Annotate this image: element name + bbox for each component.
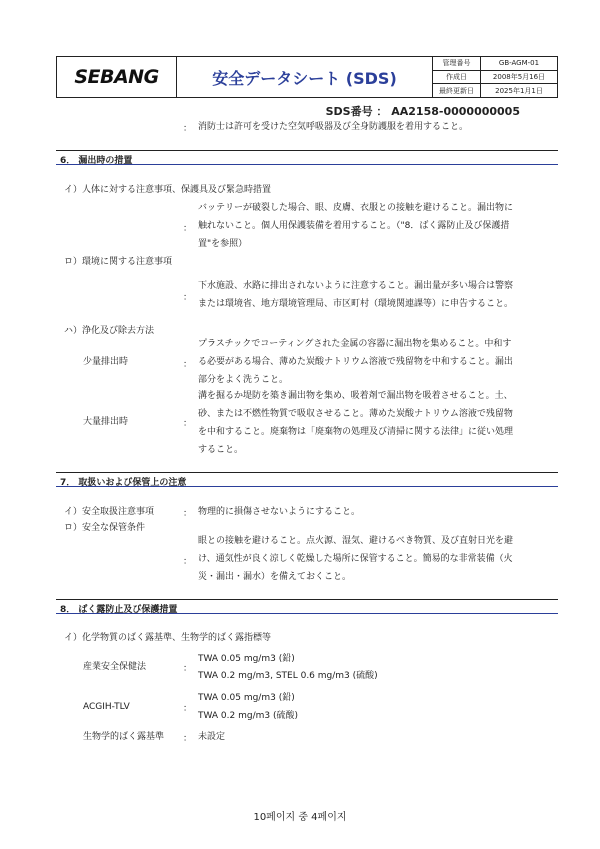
s8-row-value: 未設定	[198, 732, 226, 742]
s6-large-line: すること。	[198, 445, 244, 455]
meta-key: 管理番号	[433, 57, 481, 70]
s6-b-line: または環境省、地方環境管理局、市区町村（環境関連課等）に申告すること。	[198, 299, 514, 309]
meta-value: 2025年1月1日	[495, 86, 543, 95]
meta-row	[433, 71, 557, 85]
s6-a-line: 触れないこと。個人用保護装備を着用すること。（"8．ばく露防止及び保護措	[198, 221, 510, 231]
colon: ：	[183, 419, 193, 429]
colon: ：	[183, 704, 193, 714]
s6-large-line: 溝を掘るか堤防を築き漏出物を集め、吸着剤で漏出物を吸着させること。土、	[198, 391, 513, 401]
colon: ：	[183, 224, 193, 234]
s8-row-value: TWA 0.05 mg/m3 (鉛)	[198, 693, 295, 703]
meta-value: GB-AGM-01	[498, 59, 540, 68]
intro-line: 消防士は許可を受けた空気呼吸器及び全身防護服を着用すること。	[198, 122, 469, 132]
s8-row-label: 産業安全保健法	[83, 662, 147, 672]
colon: ：	[183, 509, 193, 519]
s7-a-label: イ）安全取扱注意事項	[64, 507, 155, 517]
s6-a-label: イ）人体に対する注意事項、保護具及び緊急時措置	[64, 185, 272, 195]
s6-a-line: バッテリーが破裂した場合、眼、皮膚、衣服との接触を避けること。漏出物に	[198, 203, 514, 213]
s6-b-line: 下水施設、水路に排出されないように注意すること。漏出量が多い場合は警察	[198, 281, 514, 291]
s8-row-value: TWA 0.2 mg/m3, STEL 0.6 mg/m3 (硫酸)	[198, 671, 378, 681]
section-6-header: 6． 漏出時の措置	[56, 150, 558, 165]
s6-small-label: 少量排出時	[83, 357, 129, 367]
meta-value: 2008年5月16日	[492, 73, 546, 81]
section-8-header: 8． ばく露防止及び保護措置	[56, 599, 558, 614]
s6-c-label: ハ）浄化及び除去方法	[64, 326, 155, 336]
section-7-header: 7． 取扱いおよび保管上の注意	[56, 472, 558, 487]
colon: ：	[183, 734, 193, 744]
meta-row	[433, 84, 557, 97]
s8-row-value: TWA 0.05 mg/m3 (鉛)	[198, 654, 295, 664]
meta-row	[433, 57, 557, 71]
colon: ：	[183, 124, 193, 134]
s7-b-label: ロ）安全な保管条件	[64, 523, 146, 533]
colon: ：	[183, 360, 193, 370]
company-logo: SEBANG	[57, 57, 177, 97]
s8-row-label: ACGIH-TLV	[83, 702, 130, 712]
s8-a-label: イ）化学物質のばく露基準、生物学的ばく露指標等	[64, 633, 272, 643]
document-title: 安全データシート (SDS)	[177, 57, 433, 97]
s8-row-value: TWA 0.2 mg/m3 (硫酸)	[198, 711, 298, 721]
document-header	[56, 56, 558, 98]
sds-number: SDS番号 ： AA2158-0000000005	[325, 105, 520, 118]
s6-large-label: 大量排出時	[83, 417, 129, 427]
s6-large-line: を中和すること。廃棄物は「廃棄物の処理及び清掃に関する法律」に従い処理	[198, 427, 514, 437]
s7-b-line: 災・漏出・漏水）を備えておくこと。	[198, 572, 352, 582]
s7-b-line: け、通気性が良く涼しく乾燥した場所に保管すること。簡易的な非常装備（火	[198, 554, 513, 564]
s7-b-line: 眼との接触を避けること。点火源、湿気、避けるべき物質、及び直射日光を避	[198, 536, 514, 546]
s6-a-line: 置"を参照）	[198, 239, 248, 249]
page-footer: 10페이지 중 4페이지	[253, 812, 347, 823]
meta-key: 最終更新日	[433, 84, 481, 97]
s8-row-label: 生物学的ばく露基準	[83, 732, 165, 742]
s6-small-line: る必要がある場合、薄めた炭酸ナトリウム溶液で残留物を中和すること。漏出	[198, 357, 513, 367]
colon: ：	[183, 557, 193, 567]
colon: ：	[183, 293, 193, 303]
s6-large-line: 砂、または不燃性物質で吸収させること。薄めた炭酸ナトリウム溶液で残留物	[198, 409, 513, 419]
document-meta-table	[433, 57, 557, 97]
s6-b-label: ロ）環境に関する注意事項	[64, 257, 173, 267]
colon: ：	[183, 664, 193, 674]
s7-a-text: 物理的に損傷させないようにすること。	[198, 507, 361, 517]
meta-key: 作成日	[433, 71, 481, 84]
s6-small-line: 部分をよく洗うこと。	[198, 375, 289, 385]
s6-small-line: プラスチックでコーティングされた金属の容器に漏出物を集めること。中和す	[198, 339, 512, 349]
